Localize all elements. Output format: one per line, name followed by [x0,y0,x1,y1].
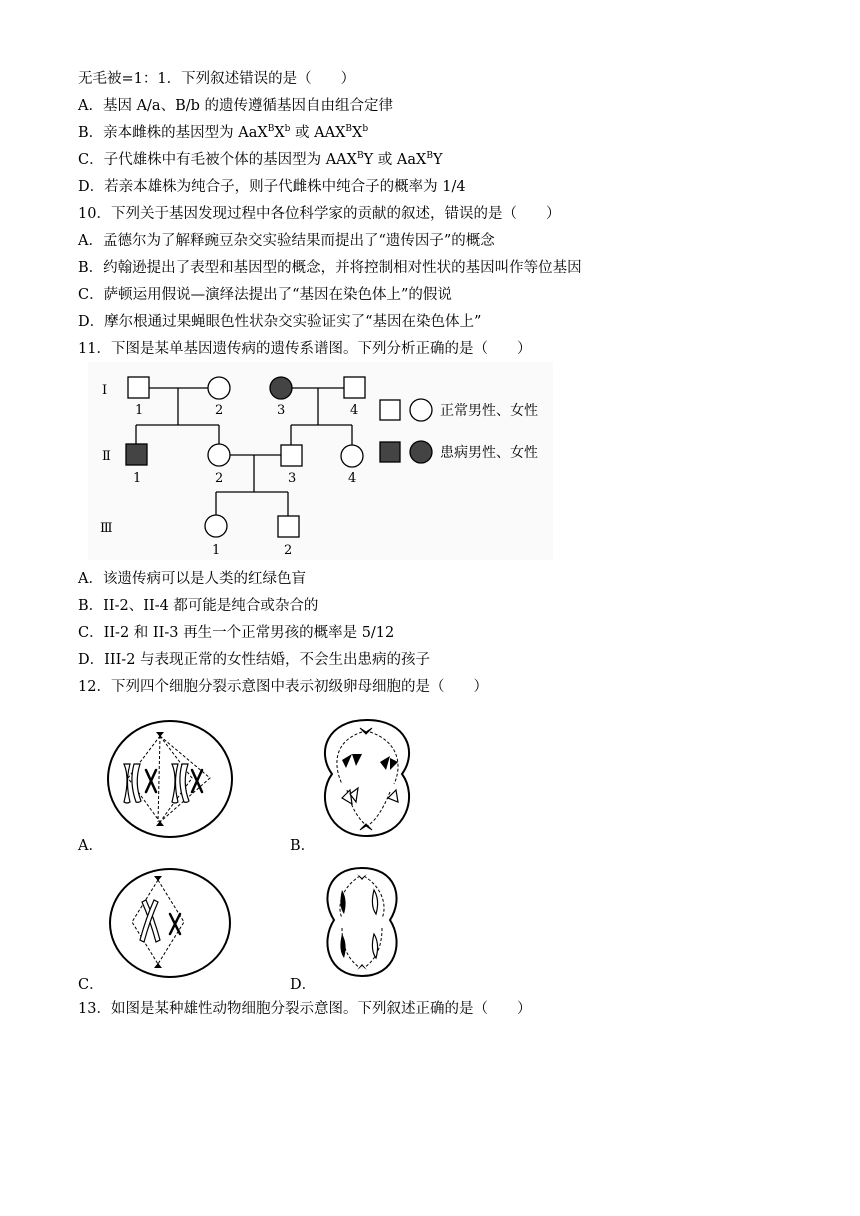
q10-option-c: C．萨顿运用假说—演绎法提出了“基因在染色体上”的假说 [78,287,452,303]
q12-label-b: B． [290,838,316,854]
label-i2: 2 [215,403,224,418]
q9-option-d: D．若亲本雄株为纯合子，则子代雌株中纯合子的概率为 1/4 [78,179,466,195]
q11-option-d: D．III-2 与表现正常的女性结婚，不会生出患病的孩子 [78,652,431,668]
q9-option-a: A．基因 A/a、B/b 的遗传遵循基因自由组合定律 [78,98,394,114]
q12-label-d: D． [290,977,317,993]
q12-label-c: C． [78,977,104,993]
label-iii1: 1 [212,543,221,558]
label-ii1: 1 [133,471,142,486]
pedigree-ii2-female [208,444,230,466]
pedigree-ii3-male [281,445,302,466]
label-iii2: 2 [284,543,293,558]
q10-stem: 10．下列关于基因发现过程中各位科学家的贡献的叙述，错误的是（ ） [78,206,561,222]
label-ii4: 4 [348,471,357,486]
label-ii2: 2 [215,471,224,486]
pedigree-i1-male [128,377,149,398]
legend-normal-female-icon [410,399,432,421]
pedigree-i2-female [208,377,230,399]
label-i3: 3 [277,403,286,418]
legend-normal-text: 正常男性、女性 [440,403,538,419]
legend-affected-female-icon [410,441,432,463]
cell-diagram-a [100,712,240,842]
q9-option-b: B．亲本雌株的基因型为 $AaX^BX^b$ 或 $AAX^BX^b$ [78,124,369,141]
cell-diagram-c [100,862,240,982]
legend-normal-male-icon [380,400,400,420]
q9-stem: 无毛被=1：1．下列叙述错误的是（ ） [78,71,356,87]
cell-diagram-d [312,862,412,982]
pedigree-ii4-female [341,445,363,467]
gen-label-1: Ⅰ [102,383,108,398]
q10-option-b: B．约翰逊提出了表型和基因型的概念，并将控制相对性状的基因叫作等位基因 [78,260,582,276]
gen-label-2: Ⅱ [102,449,111,464]
pedigree-iii1-female [205,515,227,537]
gen-label-3: Ⅲ [100,521,113,536]
q11-option-b: B．II-2、II-4 都可能是纯合或杂合的 [78,598,319,614]
q11-stem: 11．下图是某单基因遗传病的遗传系谱图。下列分析正确的是（ ） [78,341,532,357]
pedigree-iii2-male [278,516,299,537]
q11-option-a: A．该遗传病可以是人类的红绿色盲 [78,571,306,587]
q10-option-a: A．孟德尔为了解释豌豆杂交实验结果而提出了“遗传因子”的概念 [78,233,495,249]
cell-diagram-b [312,712,422,842]
pedigree-chart [88,362,553,560]
legend-affected-male-icon [380,442,400,462]
q9-option-c: C．子代雄株中有毛被个体的基因型为 $AAX^BY$ 或 AaX$^B$Y [78,151,443,168]
legend-affected-text: 患病男性、女性 [440,445,538,461]
q12-label-a: A． [78,838,103,854]
label-ii3: 3 [288,471,297,486]
pedigree-i3-affected-female [270,377,292,399]
q13-stem: 13．如图是某种雄性动物细胞分裂示意图。下列叙述正确的是（ ） [78,1001,532,1017]
pedigree-i4-male [344,377,365,398]
label-i4: 4 [350,403,359,418]
q12-stem: 12．下列四个细胞分裂示意图中表示初级卵母细胞的是（ ） [78,679,488,695]
q11-option-c: C．II-2 和 II-3 再生一个正常男孩的概率是 5/12 [78,625,395,641]
q10-option-d: D．摩尔根通过果蝇眼色性状杂交实验证实了“基因在染色体上” [78,314,482,330]
pedigree-ii1-affected-male [126,444,147,465]
label-i1: 1 [135,403,144,418]
